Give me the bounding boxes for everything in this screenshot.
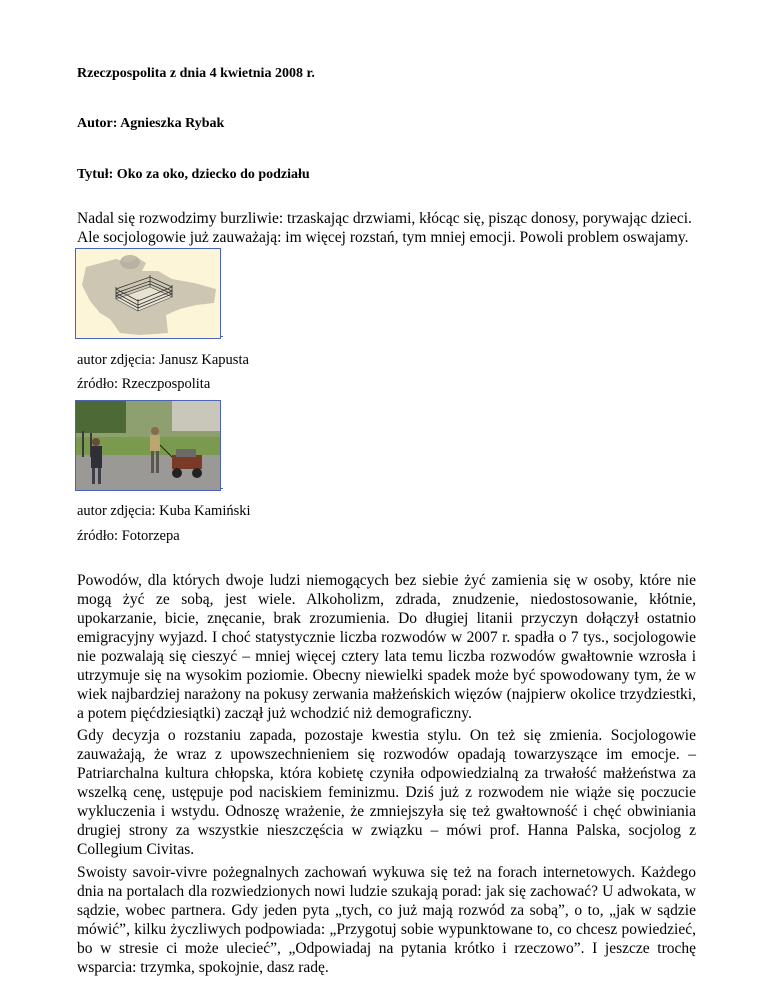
body-paragraph-1 xyxy=(77,571,696,723)
paragraph-line: Powodów, dla których dwoje ludzi niemogących bez siebie żyć zamienia się w osoby, które nie xyxy=(77,572,696,589)
paragraph-line: drugiej strony za wszystkie nieszczęścia w związku – mówi prof. Hanna Palska, socjolog z xyxy=(77,822,696,839)
park-wagon-photo-icon xyxy=(76,401,220,490)
paragraph-line: zauważają, że wraz z upowszechnieniem się rozwodów opadają towarzyszące im emocje. – xyxy=(77,746,696,763)
photo-credit-1: autor zdjęcia: Janusz Kapusta xyxy=(77,352,249,368)
body-paragraph-2 xyxy=(77,726,696,859)
author-line: Autor: Agnieszka Rybak xyxy=(77,116,225,131)
paragraph-line: upokarzanie, bicie, znęcanie, brak zrozumienia. Do długiej litanii przyczyn dołączył ostatnio xyxy=(77,610,696,627)
paragraph-line: Gdy decyzja o rozstaniu zapada, pozostaje kwestia stylu. On też się zmienia. Socjologowie xyxy=(77,727,696,744)
paragraph-line: wykluczenia i wstydu. Odnoszę wrażenie, że zmniejszyła się też gwałtowność i chęć obwiniania xyxy=(77,803,696,820)
paragraph-line: emigracyjny wyjazd. I choć statystycznie liczba rozwodów w 2007 r. spadła o 7 tys., socjologowie xyxy=(77,629,696,646)
paragraph-line: sądzie, wobec partnera. Gdy jeden pyta „tych, co już mają rozwód za sobą”, o to, „jak w sądzie xyxy=(77,902,696,919)
paragraph-line: mówić”, kilku życzliwych podpowiada: „Przygotuj sobie wypunktowane to, co chcesz powiedzieć, xyxy=(77,921,696,938)
paragraph-line: Collegium Civitas. xyxy=(77,841,195,858)
photo-source-1: źródło: Rzeczpospolita xyxy=(77,376,211,392)
body-paragraph-3 xyxy=(77,863,696,977)
paragraph-line: bo w stresie ci może ulecieć”, „Odpowiadaj na pytania krótko i rzeczowo”. I jeszcze trochę xyxy=(77,940,696,957)
ring-illustration-image[interactable] xyxy=(75,248,221,339)
lead-line: Ale socjologowie już zauważają: im więcej rozstań, tym mniej emocji. Powoli problem oswajamy. xyxy=(77,229,689,246)
paragraph-line: mogą żyć ze sobą, jest wiele. Alkoholizm, zdrada, znudzenie, niedostosowanie, kłótnie, xyxy=(77,591,696,608)
paragraph-line: dnia na portalach dla rozwiedzionych nowi ludzie szukają porad: jak się zachować? U adwokata, w xyxy=(77,883,696,900)
photo-source-2: źródło: Fotorzepa xyxy=(77,528,180,544)
paragraph-line: a potem pięćdziesiątki) zaczął już wchodzić niż demograficzny. xyxy=(77,705,472,722)
paragraph-line: utrzymuje się na wysokim poziomie. Obecny niewielki spadek może być spowodowany tym, że w xyxy=(77,667,696,684)
paragraph-line: wszelką cenę, ustępuje pod naciskiem feminizmu. Dziś już z rozwodem nie wiąże się poczucie xyxy=(77,784,696,801)
lead-line: Nadal się rozwodzimy burzliwie: trzaskając drzwiami, kłócąc się, pisząc donosy, porywając dzieci. xyxy=(77,210,692,227)
lead-text xyxy=(77,209,692,247)
paragraph-line: wiek najbardziej narażony na pokusy zerwania małżeńskich więzów (najpierw okolice trzydziestki, xyxy=(77,686,696,703)
paragraph-line: nie pozwalają się cieszyć – mniej więcej cztery lata temu liczba rozwodów gwałtownie wzrosła i xyxy=(77,648,696,665)
publication-line: Rzeczpospolita z dnia 4 kwietnia 2008 r. xyxy=(77,66,315,81)
boxing-ring-illustration-icon xyxy=(76,249,220,338)
paragraph-line: Patriarchalna kultura chłopska, która kobietę czyniła odpowiedzialną za trwałość małżeństwa za xyxy=(77,765,696,782)
paragraph-line: wsparcia: trzymka, spokojnie, dasz radę. xyxy=(77,959,329,976)
photo-credit-2: autor zdjęcia: Kuba Kamiński xyxy=(77,503,251,519)
title-line: Tytuł: Oko za oko, dziecko do podziału xyxy=(77,167,310,182)
paragraph-line: Swoisty savoir-vivre pożegnalnych zachowań wykuwa się też na forach internetowych. Każdego xyxy=(77,864,696,881)
park-wagon-image[interactable] xyxy=(75,400,221,491)
